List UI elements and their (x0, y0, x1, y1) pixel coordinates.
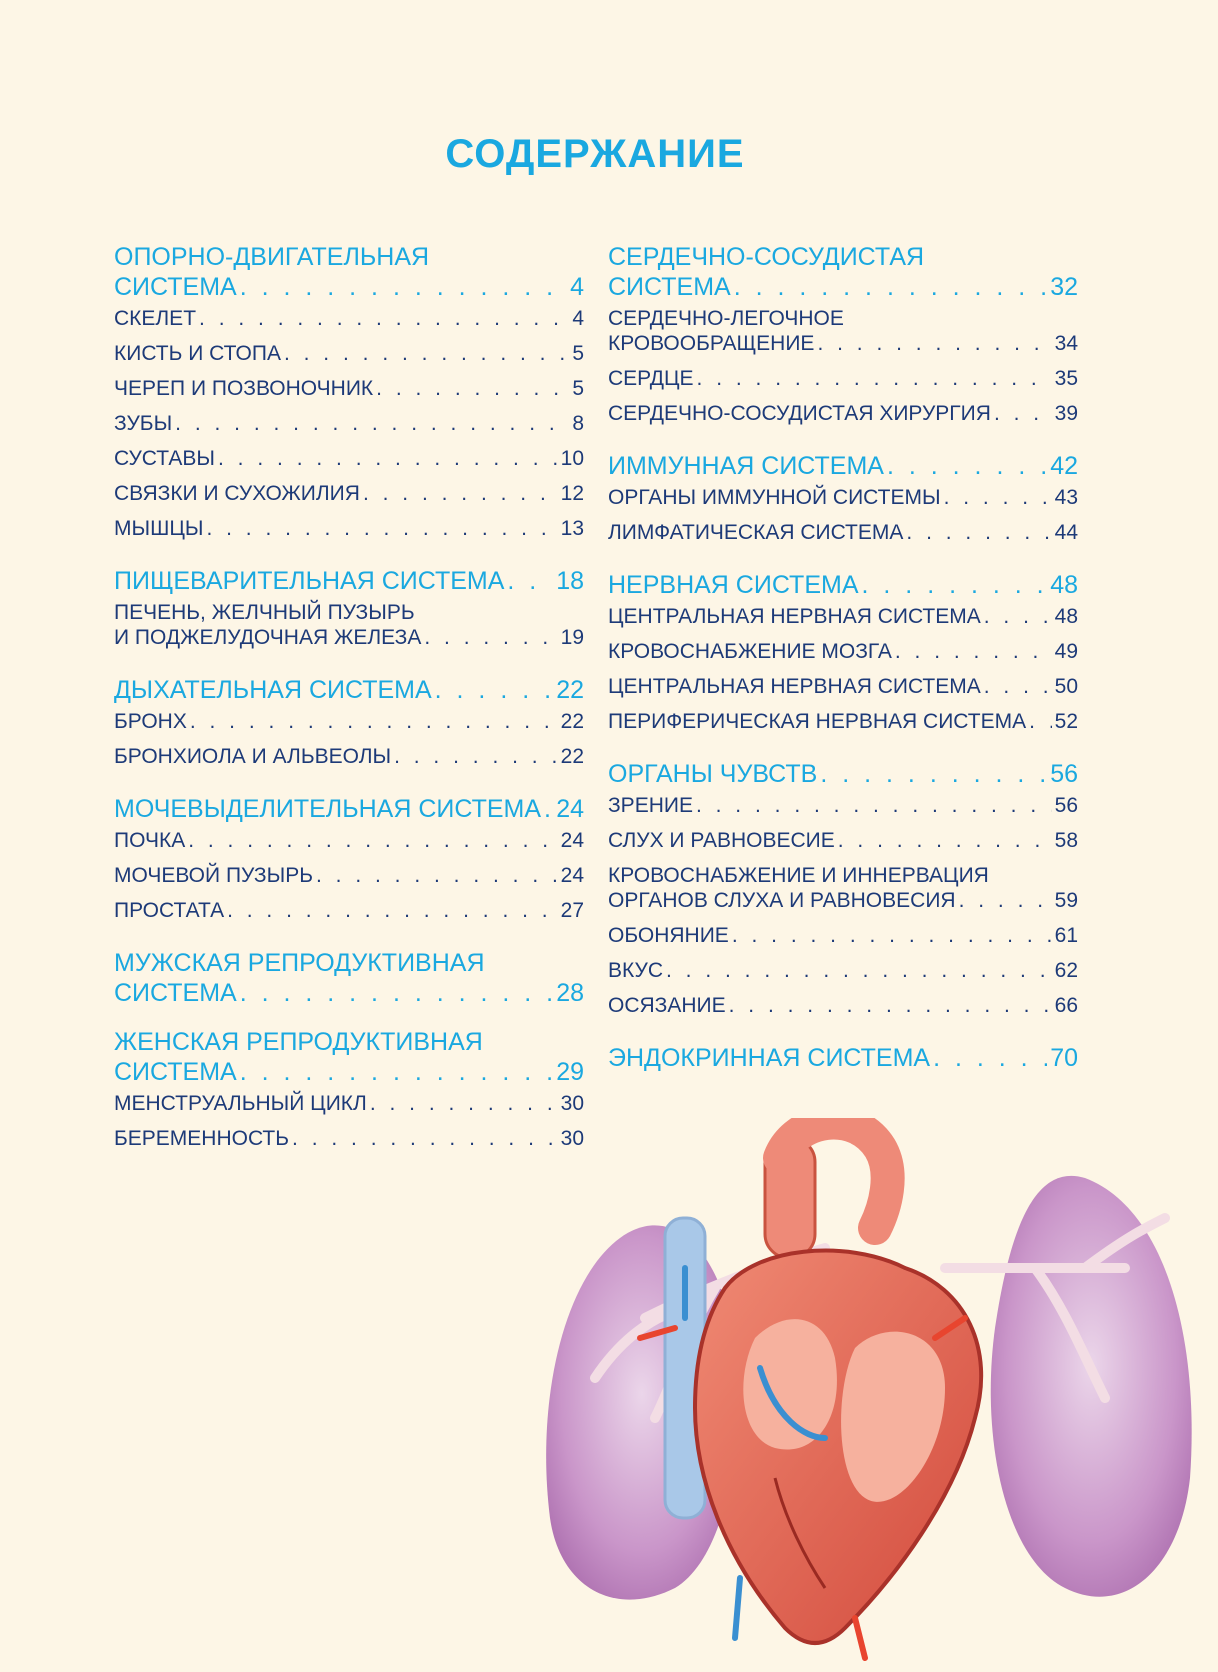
dot-leader (666, 958, 1052, 983)
toc-item-label: МОЧЕВОЙ ПУЗЫРЬ (114, 864, 313, 887)
dot-leader (984, 674, 1052, 699)
toc-item-label: ПРОСТАТА (114, 899, 225, 922)
toc-item-label: ЛИМФАТИЧЕСКАЯ СИСТЕМА (608, 521, 904, 544)
toc-item[interactable] (608, 397, 1078, 432)
page-number: 30 (560, 1127, 584, 1150)
dot-leader (732, 923, 1052, 948)
page-number: 39 (1054, 402, 1078, 425)
toc-item-label: ЦЕНТРАЛЬНАЯ НЕРВНАЯ СИСТЕМА (608, 605, 981, 628)
toc-item[interactable] (608, 481, 1078, 516)
dot-leader (316, 863, 558, 888)
dot-leader (994, 401, 1052, 426)
toc-section-heading[interactable] (114, 242, 584, 302)
toc-item-label: ОРГАНОВ СЛУХА И РАВНОВЕСИЯ (608, 889, 956, 912)
toc-section-heading[interactable] (114, 1027, 584, 1087)
toc-item-label: СЕРДЦЕ (608, 367, 694, 390)
toc-section-heading-label: СИСТЕМА (114, 273, 237, 301)
toc-item[interactable] (608, 824, 1078, 859)
page-number: 50 (1054, 675, 1078, 698)
blood-flow-arrow-6 (855, 1618, 865, 1658)
dot-leader (206, 516, 557, 541)
toc-item-label: ОСЯЗАНИЕ (608, 994, 726, 1017)
toc-item-label: КРОВОСНАБЖЕНИЕ МОЗГА (608, 640, 892, 663)
toc-section-heading-label: МОЧЕВЫДЕЛИТЕЛЬНАЯ СИСТЕМА (114, 795, 542, 823)
page-title: СОДЕРЖАНИЕ (445, 132, 745, 176)
toc-section-heading[interactable] (608, 759, 1078, 789)
dot-leader (984, 604, 1052, 629)
toc-item-label: КРОВОСНАБЖЕНИЕ И ИННЕРВАЦИЯ (608, 864, 989, 887)
dot-leader (862, 570, 1048, 600)
page-number: 49 (1054, 640, 1078, 663)
dot-leader (292, 1126, 558, 1151)
toc-item-label: БЕРЕМЕННОСТЬ (114, 1127, 290, 1150)
toc-item[interactable] (114, 442, 584, 477)
toc-item-label: ПЕРИФЕРИЧЕСКАЯ НЕРВНАЯ СИСТЕМА (608, 710, 1027, 733)
toc-section (608, 570, 1078, 740)
toc-item-label: ПОЧКА (114, 829, 186, 852)
toc-item[interactable] (114, 477, 584, 512)
dot-leader (363, 481, 558, 506)
toc-item[interactable] (114, 407, 584, 442)
dot-leader (507, 566, 553, 596)
toc-section-heading-label: ИММУННАЯ СИСТЕМА (608, 452, 884, 480)
dot-leader (376, 376, 569, 401)
toc-item-label: И ПОДЖЕЛУДОЧНАЯ ЖЕЛЕЗА (114, 626, 422, 649)
page-number: 27 (560, 899, 584, 922)
toc-item[interactable] (608, 516, 1078, 551)
toc-item[interactable] (608, 789, 1078, 824)
toc-item-label: СЛУХ И РАВНОВЕСИЕ (608, 829, 835, 852)
toc-item[interactable] (114, 824, 584, 859)
page-number: 24 (560, 864, 584, 887)
blood-flow-arrow-3 (735, 1578, 740, 1638)
page-number: 22 (560, 745, 584, 768)
page-number: 56 (1054, 794, 1078, 817)
toc-item-label: СВЯЗКИ И СУХОЖИЛИЯ (114, 482, 360, 505)
dot-leader (697, 366, 1052, 391)
toc-item-label: КРОВООБРАЩЕНИЕ (608, 332, 815, 355)
toc-section (608, 1043, 1078, 1073)
dot-leader (190, 709, 558, 734)
page-number: 66 (1054, 994, 1078, 1017)
page-number: 59 (1054, 889, 1078, 912)
toc-section-heading-label: ОПОРНО-ДВИГАТЕЛЬНАЯ (114, 243, 430, 271)
page-number: 5 (572, 377, 584, 400)
page-number: 42 (1050, 452, 1078, 480)
dot-leader (838, 828, 1052, 853)
dot-leader (933, 1043, 1047, 1073)
page-number: 32 (1050, 273, 1078, 301)
toc-item-label: МЕНСТРУАЛЬНЫЙ ЦИКЛ (114, 1092, 367, 1115)
page-number: 43 (1054, 486, 1078, 509)
dot-leader (284, 341, 569, 366)
page-number: 12 (560, 482, 584, 505)
dot-leader (959, 888, 1052, 913)
toc-section (114, 794, 584, 929)
page-number: 22 (560, 710, 584, 733)
toc-section-heading-label: НЕРВНАЯ СИСТЕМА (608, 571, 859, 599)
dot-leader (895, 639, 1052, 664)
toc-item[interactable] (114, 705, 584, 740)
page-number: 44 (1054, 521, 1078, 544)
page-number: 56 (1050, 760, 1078, 788)
toc-item[interactable] (114, 596, 584, 656)
toc-section-heading-label: ЭНДОКРИННАЯ СИСТЕМА (608, 1044, 931, 1072)
dot-leader (887, 451, 1047, 481)
toc-item-label: СЕРДЕЧНО-СОСУДИСТАЯ ХИРУРГИЯ (608, 402, 991, 425)
toc-item-label: ЧЕРЕП И ПОЗВОНОЧНИК (114, 377, 374, 400)
toc-item[interactable] (608, 954, 1078, 989)
page-number: 13 (560, 517, 584, 540)
toc-section-heading[interactable] (114, 794, 584, 824)
toc-section (114, 948, 584, 1008)
dot-leader (227, 898, 558, 923)
toc-item-label: КИСТЬ И СТОПА (114, 342, 281, 365)
toc-item-label: МЫШЦЫ (114, 517, 204, 540)
toc-item-label: СЕРДЕЧНО-ЛЕГОЧНОЕ (608, 307, 844, 330)
page-number: 28 (556, 979, 584, 1007)
toc-left-column (114, 242, 584, 1176)
toc-item[interactable] (608, 670, 1078, 705)
page-number: 22 (556, 676, 584, 704)
dot-leader (820, 759, 1047, 789)
page-number: 62 (1054, 959, 1078, 982)
page-number: 70 (1050, 1044, 1078, 1072)
dot-leader (240, 272, 567, 302)
toc-item[interactable] (114, 1122, 584, 1157)
toc-section (114, 242, 584, 547)
toc-section-heading[interactable] (114, 566, 584, 596)
dot-leader (729, 993, 1052, 1018)
toc-section (608, 451, 1078, 551)
toc-item[interactable] (114, 512, 584, 547)
heart-chamber-shape (743, 1319, 837, 1449)
dot-leader (424, 625, 557, 650)
dot-leader (218, 446, 558, 471)
toc-item-label: ОРГАНЫ ИММУННОЙ СИСТЕМЫ (608, 486, 941, 509)
toc-item[interactable] (608, 859, 1078, 919)
toc-item-label: ПЕЧЕНЬ, ЖЕЛЧНЫЙ ПУЗЫРЬ (114, 601, 415, 624)
toc-item[interactable] (608, 302, 1078, 362)
toc-item[interactable] (608, 362, 1078, 397)
toc-section-heading[interactable] (608, 570, 1078, 600)
toc-section-heading-label: СИСТЕМА (114, 979, 237, 1007)
toc-section-heading-label: СЕРДЕЧНО-СОСУДИСТАЯ (608, 243, 925, 271)
page-number: 4 (572, 307, 584, 330)
dot-leader (1029, 709, 1052, 734)
page-number: 30 (560, 1092, 584, 1115)
page-number: 19 (560, 626, 584, 649)
page-number: 52 (1054, 710, 1078, 733)
toc-section-heading[interactable] (608, 451, 1078, 481)
dot-leader (394, 744, 558, 769)
toc-section-heading-label: СИСТЕМА (608, 273, 731, 301)
page-number: 24 (560, 829, 584, 852)
toc-item-label: ЗРЕНИЕ (608, 794, 693, 817)
heart-lungs-illustration (525, 1118, 1205, 1672)
toc-item[interactable] (114, 740, 584, 775)
dot-leader (944, 485, 1052, 510)
toc-section-heading-label: ОРГАНЫ ЧУВСТВ (608, 760, 818, 788)
toc-item-label: БРОНХИОЛА И АЛЬВЕОЛЫ (114, 745, 392, 768)
toc-section-heading[interactable] (608, 1043, 1078, 1073)
toc-item-label: ЦЕНТРАЛЬНАЯ НЕРВНАЯ СИСТЕМА (608, 675, 981, 698)
toc-item-label: БРОНХ (114, 710, 187, 733)
toc-item[interactable] (114, 337, 584, 372)
toc-section-heading-label: ПИЩЕВАРИТЕЛЬНАЯ СИСТЕМА (114, 567, 505, 595)
toc-item[interactable] (114, 859, 584, 894)
page-number: 35 (1054, 367, 1078, 390)
page-number: 24 (556, 795, 584, 823)
dot-leader (240, 1057, 553, 1087)
toc-section-heading[interactable] (608, 242, 1078, 302)
dot-leader (240, 978, 553, 1008)
toc-section-heading-label: ДЫХАТЕЛЬНАЯ СИСТЕМА (114, 676, 432, 704)
toc-item[interactable] (114, 302, 584, 337)
page-number: 48 (1054, 605, 1078, 628)
page-number: 8 (572, 412, 584, 435)
right-lung-shape (991, 1176, 1192, 1597)
toc-section-heading-label: МУЖСКАЯ РЕПРОДУКТИВНАЯ (114, 949, 485, 977)
toc-section (114, 675, 584, 775)
dot-leader (696, 793, 1052, 818)
toc-section-heading-label: СИСТЕМА (114, 1058, 237, 1086)
page-number: 4 (570, 273, 584, 301)
toc-section (114, 1027, 584, 1157)
toc-item[interactable] (608, 989, 1078, 1024)
toc-item-label: ОБОНЯНИЕ (608, 924, 729, 947)
toc-item-label: ЗУБЫ (114, 412, 173, 435)
page-number: 10 (560, 447, 584, 470)
dot-leader (199, 306, 569, 331)
dot-leader (175, 411, 569, 436)
toc-section-heading[interactable] (114, 948, 584, 1008)
page-number: 18 (556, 567, 584, 595)
toc-item[interactable] (114, 1087, 584, 1122)
toc-section (608, 759, 1078, 1024)
dot-leader (906, 520, 1051, 545)
toc-item[interactable] (608, 705, 1078, 740)
dot-leader (435, 675, 554, 705)
page-number: 61 (1054, 924, 1078, 947)
dot-leader (817, 331, 1051, 356)
toc-section-heading-label: ЖЕНСКАЯ РЕПРОДУКТИВНАЯ (114, 1028, 483, 1056)
toc-item[interactable] (608, 635, 1078, 670)
toc-item[interactable] (114, 894, 584, 929)
page-number: 48 (1050, 571, 1078, 599)
toc-section (608, 242, 1078, 432)
toc-item-label: СКЕЛЕТ (114, 307, 197, 330)
page-number: 29 (556, 1058, 584, 1086)
page-number: 34 (1054, 332, 1078, 355)
toc-section (114, 566, 584, 656)
dot-leader (370, 1091, 558, 1116)
toc-right-column (608, 242, 1078, 1092)
dot-leader (734, 272, 1047, 302)
toc-item-label: ВКУС (608, 959, 663, 982)
toc-item-label: СУСТАВЫ (114, 447, 216, 470)
page-number: 5 (572, 342, 584, 365)
toc-item[interactable] (608, 600, 1078, 635)
dot-leader (188, 828, 557, 853)
toc-item[interactable] (608, 919, 1078, 954)
dot-leader (544, 794, 553, 824)
page-number: 58 (1054, 829, 1078, 852)
toc-item[interactable] (114, 372, 584, 407)
toc-section-heading[interactable] (114, 675, 584, 705)
